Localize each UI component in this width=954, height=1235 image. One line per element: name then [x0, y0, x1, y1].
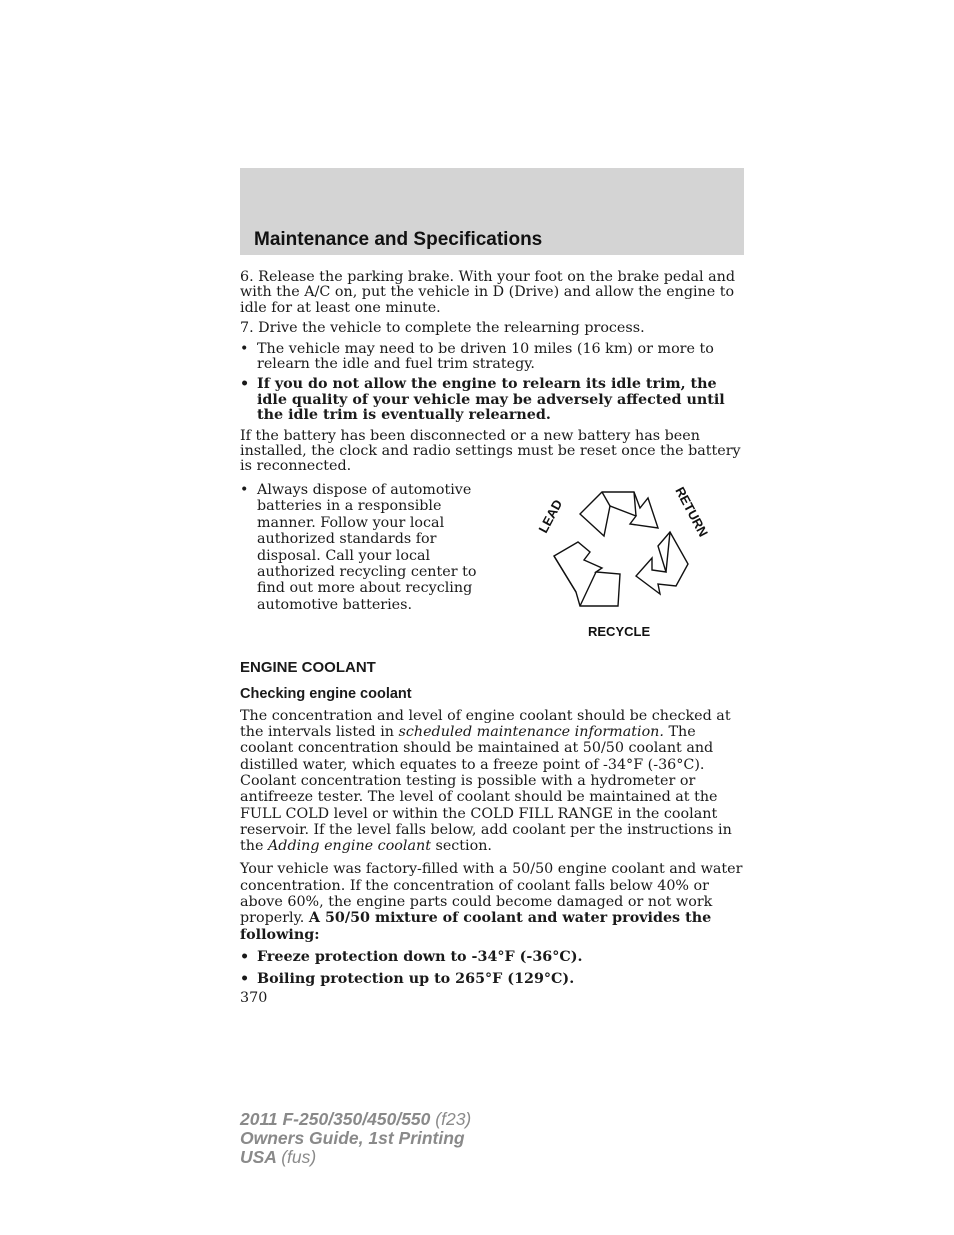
coolant-paragraph-2: Your vehicle was factory-filled with a 50/50 engine coolant and water concentration. If the concentration of coolant falls below 40% or above 60%, the engine parts could become damaged or not work properly. A 50/50 mixture of coolant and water provides the following: [240, 861, 743, 943]
bullet-glyph: • [240, 948, 250, 965]
link-scheduled-maintenance: scheduled maintenance information. [398, 724, 664, 741]
bullet-freeze-protection: • Freeze protection down to -34°F (-36°C). [240, 948, 583, 965]
step-7: 7. Drive the vehicle to complete the relearning process. [240, 320, 645, 337]
battery-reset-paragraph: If the battery has been disconnected or a new battery has been installed, the clock and radio settings must be reset once the battery is reconnected. [240, 427, 741, 475]
bullet-glyph: • [240, 482, 249, 498]
coolant-paragraph-1: The concentration and level of engine coolant should be checked at the intervals listed in scheduled maintenance information. The coolant concentration should be maintained at 50/50 coolant and distilled water, which equates to a freeze point of -34°F (-36°C). Coolant concentration testing is possible with a hydrometer or antifreeze tester. The level of coolant should be maintained at the FULL COLD level or within the COLD FILL RANGE in the coolant reservoir. If the level falls below, add coolant per the instructions in the Adding engine coolant section. [240, 707, 732, 855]
footer-line-1: 2011 F-250/350/450/550 (f23) [240, 1109, 472, 1129]
recycle-arrow-right [636, 532, 688, 594]
section-title: Maintenance and Specifications [254, 229, 543, 250]
bullet-boiling-protection: • Boiling protection up to 265°F (129°C). [240, 971, 575, 988]
recycle-arrows-icon [530, 476, 730, 646]
procedure-steps [240, 270, 744, 475]
bullet-glyph: • [240, 340, 249, 357]
bullet-idle-trim-warning: • If you do not allow the engine to relearn its idle trim, the idle quality of your vehicle may be adversely affected until the idle trim is eventually relearned. [240, 376, 725, 424]
link-adding-engine-coolant: Adding engine coolant [267, 838, 431, 855]
section-header-band [240, 168, 744, 255]
label-recycle: RECYCLE [588, 624, 651, 639]
bullet-glyph: • [240, 971, 250, 988]
checking-coolant-subheading: Checking engine coolant [240, 686, 412, 703]
bullet-battery-disposal: • Always dispose of automotive batteries in a responsible manner. Follow your local authorized standards for disposal. Call your local authorized recycling center to find out more about recycling automotive batteries. [240, 482, 477, 613]
battery-disposal-block [240, 482, 498, 613]
engine-coolant-heading: ENGINE COOLANT [240, 659, 376, 676]
recycle-arrow-top [580, 492, 658, 536]
step-6: 6. Release the parking brake. With your foot on the brake pedal and with the A/C on, put the vehicle in D (Drive) and allow the engine to idle for at least one minute. [240, 269, 736, 316]
page-number: 370 [240, 989, 268, 1006]
footer-line-3: USA (fus) [240, 1147, 317, 1167]
footer-line-2: Owners Guide, 1st Printing [240, 1128, 465, 1148]
label-return: RETURN [672, 484, 712, 540]
recycle-arrow-left [554, 542, 620, 606]
bullet-glyph: • [240, 376, 250, 393]
label-lead: LEAD [535, 497, 566, 536]
engine-coolant-section [240, 660, 744, 1006]
document-footer [240, 1110, 471, 1167]
bullet-relearn-distance: • The vehicle may need to be driven 10 miles (16 km) or more to relearn the idle and fuel trim strategy. [240, 340, 714, 373]
